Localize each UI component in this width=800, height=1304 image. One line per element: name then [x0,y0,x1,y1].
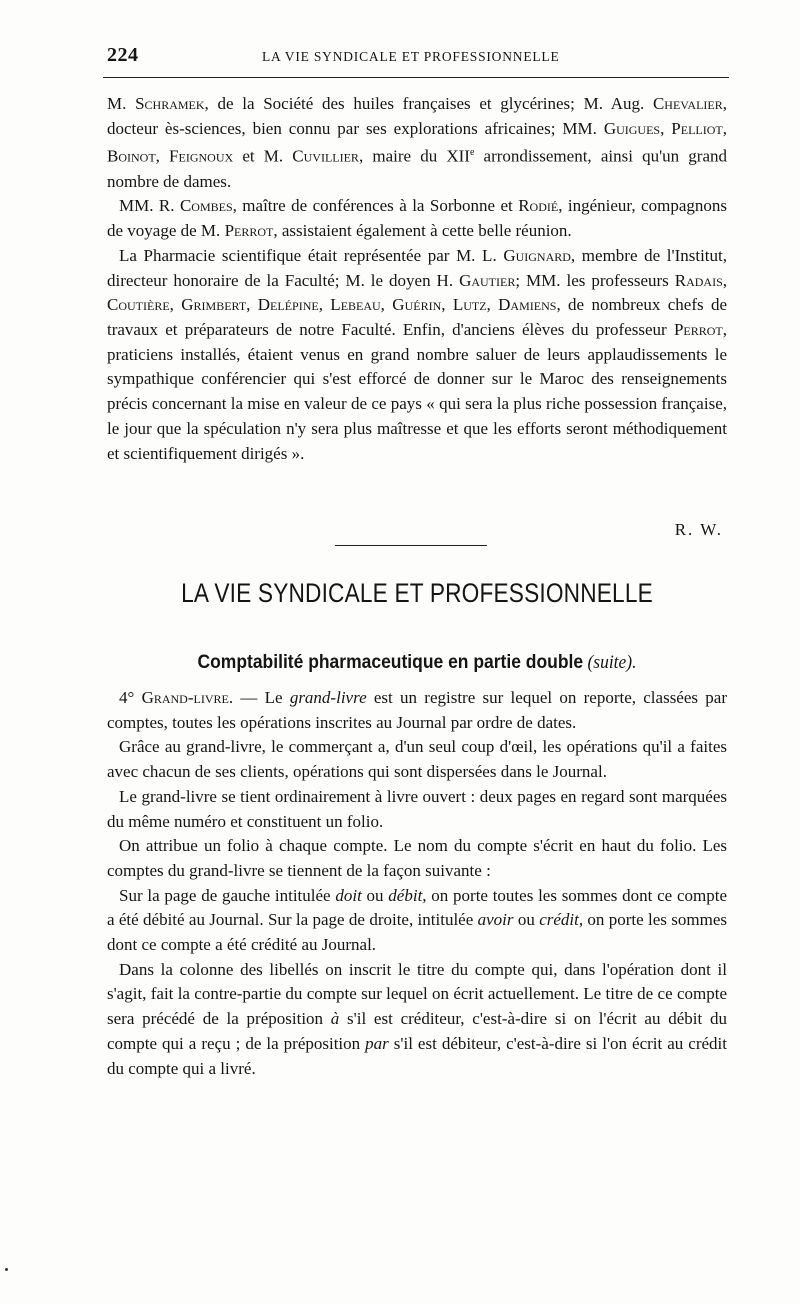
person-name: Guignard [503,245,571,265]
person-names: Guigues, Pelliot, Boinot, Feignoux [107,118,727,167]
emphasis: doit [335,885,362,905]
suite-label: suite [593,652,627,673]
paragraph-folio: On attribue un folio à chaque compte. Le nom du compte s'écrit en haut du folio. Les comptes du grand-livre se tiennent de la façon suivante : [107,836,727,880]
emphasis: débit [388,885,423,905]
paragraph-livre-ouvert: Le grand-livre se tient ordinairement à livre ouvert : deux pages en regard sont marquées du même numéro et constituent un folio. [107,786,727,831]
paragraph-grand-livre: 4° Grand-livre. — Le grand-livre est un registre sur lequel on reporte, classées par comptes, toutes les opérations inscrites au Journal par ordre de dates. [107,688,727,732]
person-name: Combes [179,196,233,216]
person-name: Rodié [518,196,559,216]
running-title: LA VIE SYNDICALE ET PROFESSIONNELLE [262,49,560,64]
paragraph-pages: Sur la page de gauche intitulée doit ou débit, on porte toutes les sommes dont ce compte a été débité au Journal. Sur la page de droite, intitulée avoir ou crédit, on porte les sommes dont ce compte a été crédité au Journal. [107,885,728,955]
emphasis: crédit [539,910,579,930]
scan-speck [5,1268,8,1271]
header-rule [103,77,729,78]
person-names: Radais, Coutière, Grimbert, Delépine, Lebeau, Guérin, Lutz, Damiens [107,270,727,315]
person-name: Perrot [673,319,723,339]
signature: R. W. [674,520,723,539]
person-name: Perrot [224,221,274,241]
article-body [107,686,727,1081]
item-heading: Grand-livre [141,688,229,707]
page-number: 224 [107,44,139,66]
top-section [107,92,727,466]
paragraph-attendees: M. Schramek, de la Société des huiles françaises et glycérines; M. Aug. Chevalier, docteur ès-sciences, bien connu par ses explorations africaines; MM. Guigues, Pelliot, Boinot, Feignoux et M. Cuvillier, maire du XIIe arrondissement, ainsi qu'un grand nombre de dames. [107,94,727,191]
separator-rule [335,545,487,546]
emphasis: par [365,1033,389,1053]
person-name: Gautier [459,270,516,290]
person-name: Chevalier [652,94,723,113]
paragraph-libelles: Dans la colonne des libellés on inscrit le titre du compte qui, dans l'opération dont il s'agit, fait la contre-partie du compte sur lequel on écrit actuellement. Le titre de ce compte sera précédé de la préposition à s'il est créditeur, c'est-à-dire si on l'écrit au débit du compte qui a reçu ; de la préposition par s'il est débiteur, c'est-à-dire si l'on écrit au crédit du compte qui a livré. [107,959,727,1078]
section-subtitle: Comptabilité pharmaceutique en partie double (suite). [197,652,637,673]
page-header [107,44,727,68]
paragraph-companions: MM. R. Combes, maître de conférences à la Sorbonne et Rodié, ingénieur, compagnons de voyage de M. Perrot, assistaient également à cette belle réunion. [107,196,727,241]
section-title: LA VIE SYNDICALE ET PROFESSIONNELLE [181,578,653,608]
emphasis: avoir [477,910,514,930]
emphasis: à [330,1009,340,1029]
emphasis: grand-livre [289,688,367,707]
person-name: Schramek [135,94,205,113]
person-name: Cuvillier [292,147,359,167]
paragraph-grace: Grâce au grand-livre, le commerçant a, d'un seul coup d'œil, les opérations qu'il a faites avec chacun de ses clients, opérations qui sont dispersées dans le Journal. [107,737,727,782]
paragraph-pharmacie: La Pharmacie scientifique était représentée par M. L. Guignard, membre de l'Institut, directeur honoraire de la Faculté; M. le doyen H. Gautier; MM. les professeurs Radais, Coutière, Grimbert, Delépine, Lebeau, Guérin, Lutz, Damiens, de nombreux chefs de travaux et préparateurs de notre Faculté. Enfin, d'anciens élèves du professeur Perrot, praticiens installés, étaient venus en grand nombre saluer de leurs applaudissements le sympathique conférencier qui s'est efforcé de donner sur le Maroc des renseignements précis concernant la mise en valeur de ce pays « qui sera la plus riche possession française, le jour que la spéculation n'y sera plus maîtresse et que les efforts seront méthodiquement et scientifiquement dirigés ». [107,245,728,463]
